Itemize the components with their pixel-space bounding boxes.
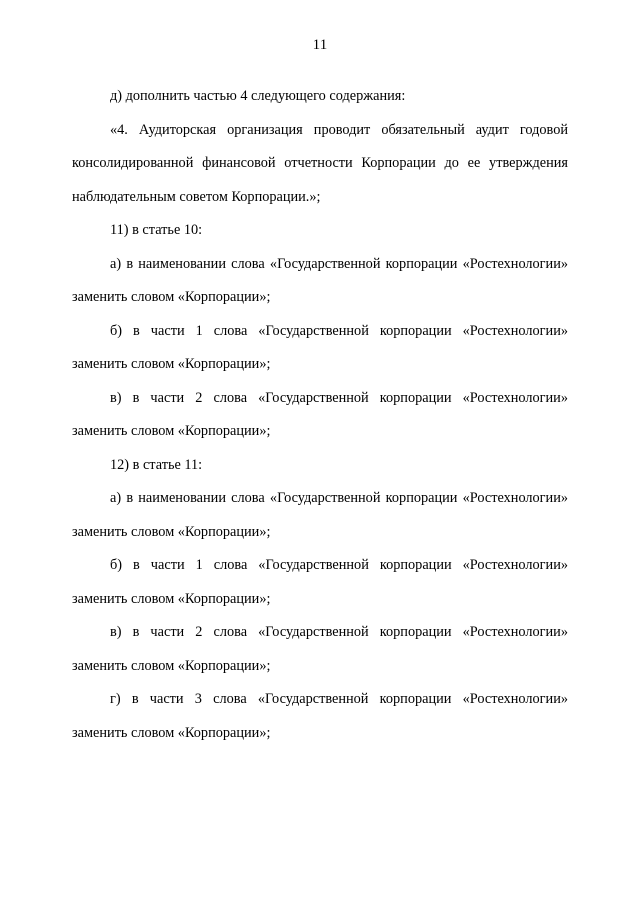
paragraph-quote-4: «4. Аудиторская организация проводит обязательный аудит годовой консолидированной финансовой отчетности Корпорации до ее утверждения наблюдательным советом Корпорации.»; — [72, 121, 568, 205]
paragraph-item-11-b: б) в части 1 слова «Государственной корпорации «Ростехнологии» заменить словом «Корпорации»; — [72, 322, 568, 372]
paragraph-item-12-v: в) в части 2 слова «Государственной корпорации «Ростехнологии» заменить словом «Корпорации»; — [72, 624, 568, 674]
page-number: 11 — [312, 37, 328, 53]
paragraph-item-11-v: в) в части 2 слова «Государственной корпорации «Ростехнологии» заменить словом «Корпорации»; — [72, 389, 568, 439]
document-body — [72, 80, 568, 750]
paragraph-item-11-a: а) в наименовании слова «Государственной корпорации «Ростехнологии» заменить словом «Корпорации»; — [72, 255, 568, 305]
paragraph-item-11-heading: 11) в статье 10: — [110, 222, 203, 238]
paragraph-item-12-heading: 12) в статье 11: — [110, 456, 203, 473]
paragraph-item-12-g: г) в части 3 слова «Государственной корпорации «Ростехнологии» заменить словом «Корпорации»; — [72, 691, 568, 741]
paragraph-item-12-b: б) в части 1 слова «Государственной корпорации «Ростехнологии» заменить словом «Корпорации»; — [72, 557, 568, 607]
paragraph-item-12-a: а) в наименовании слова «Государственной корпорации «Ростехнологии» заменить словом «Корпорации»; — [72, 490, 568, 540]
paragraph-d-dopolnit: д) дополнить частью 4 следующего содержания: — [110, 88, 406, 104]
